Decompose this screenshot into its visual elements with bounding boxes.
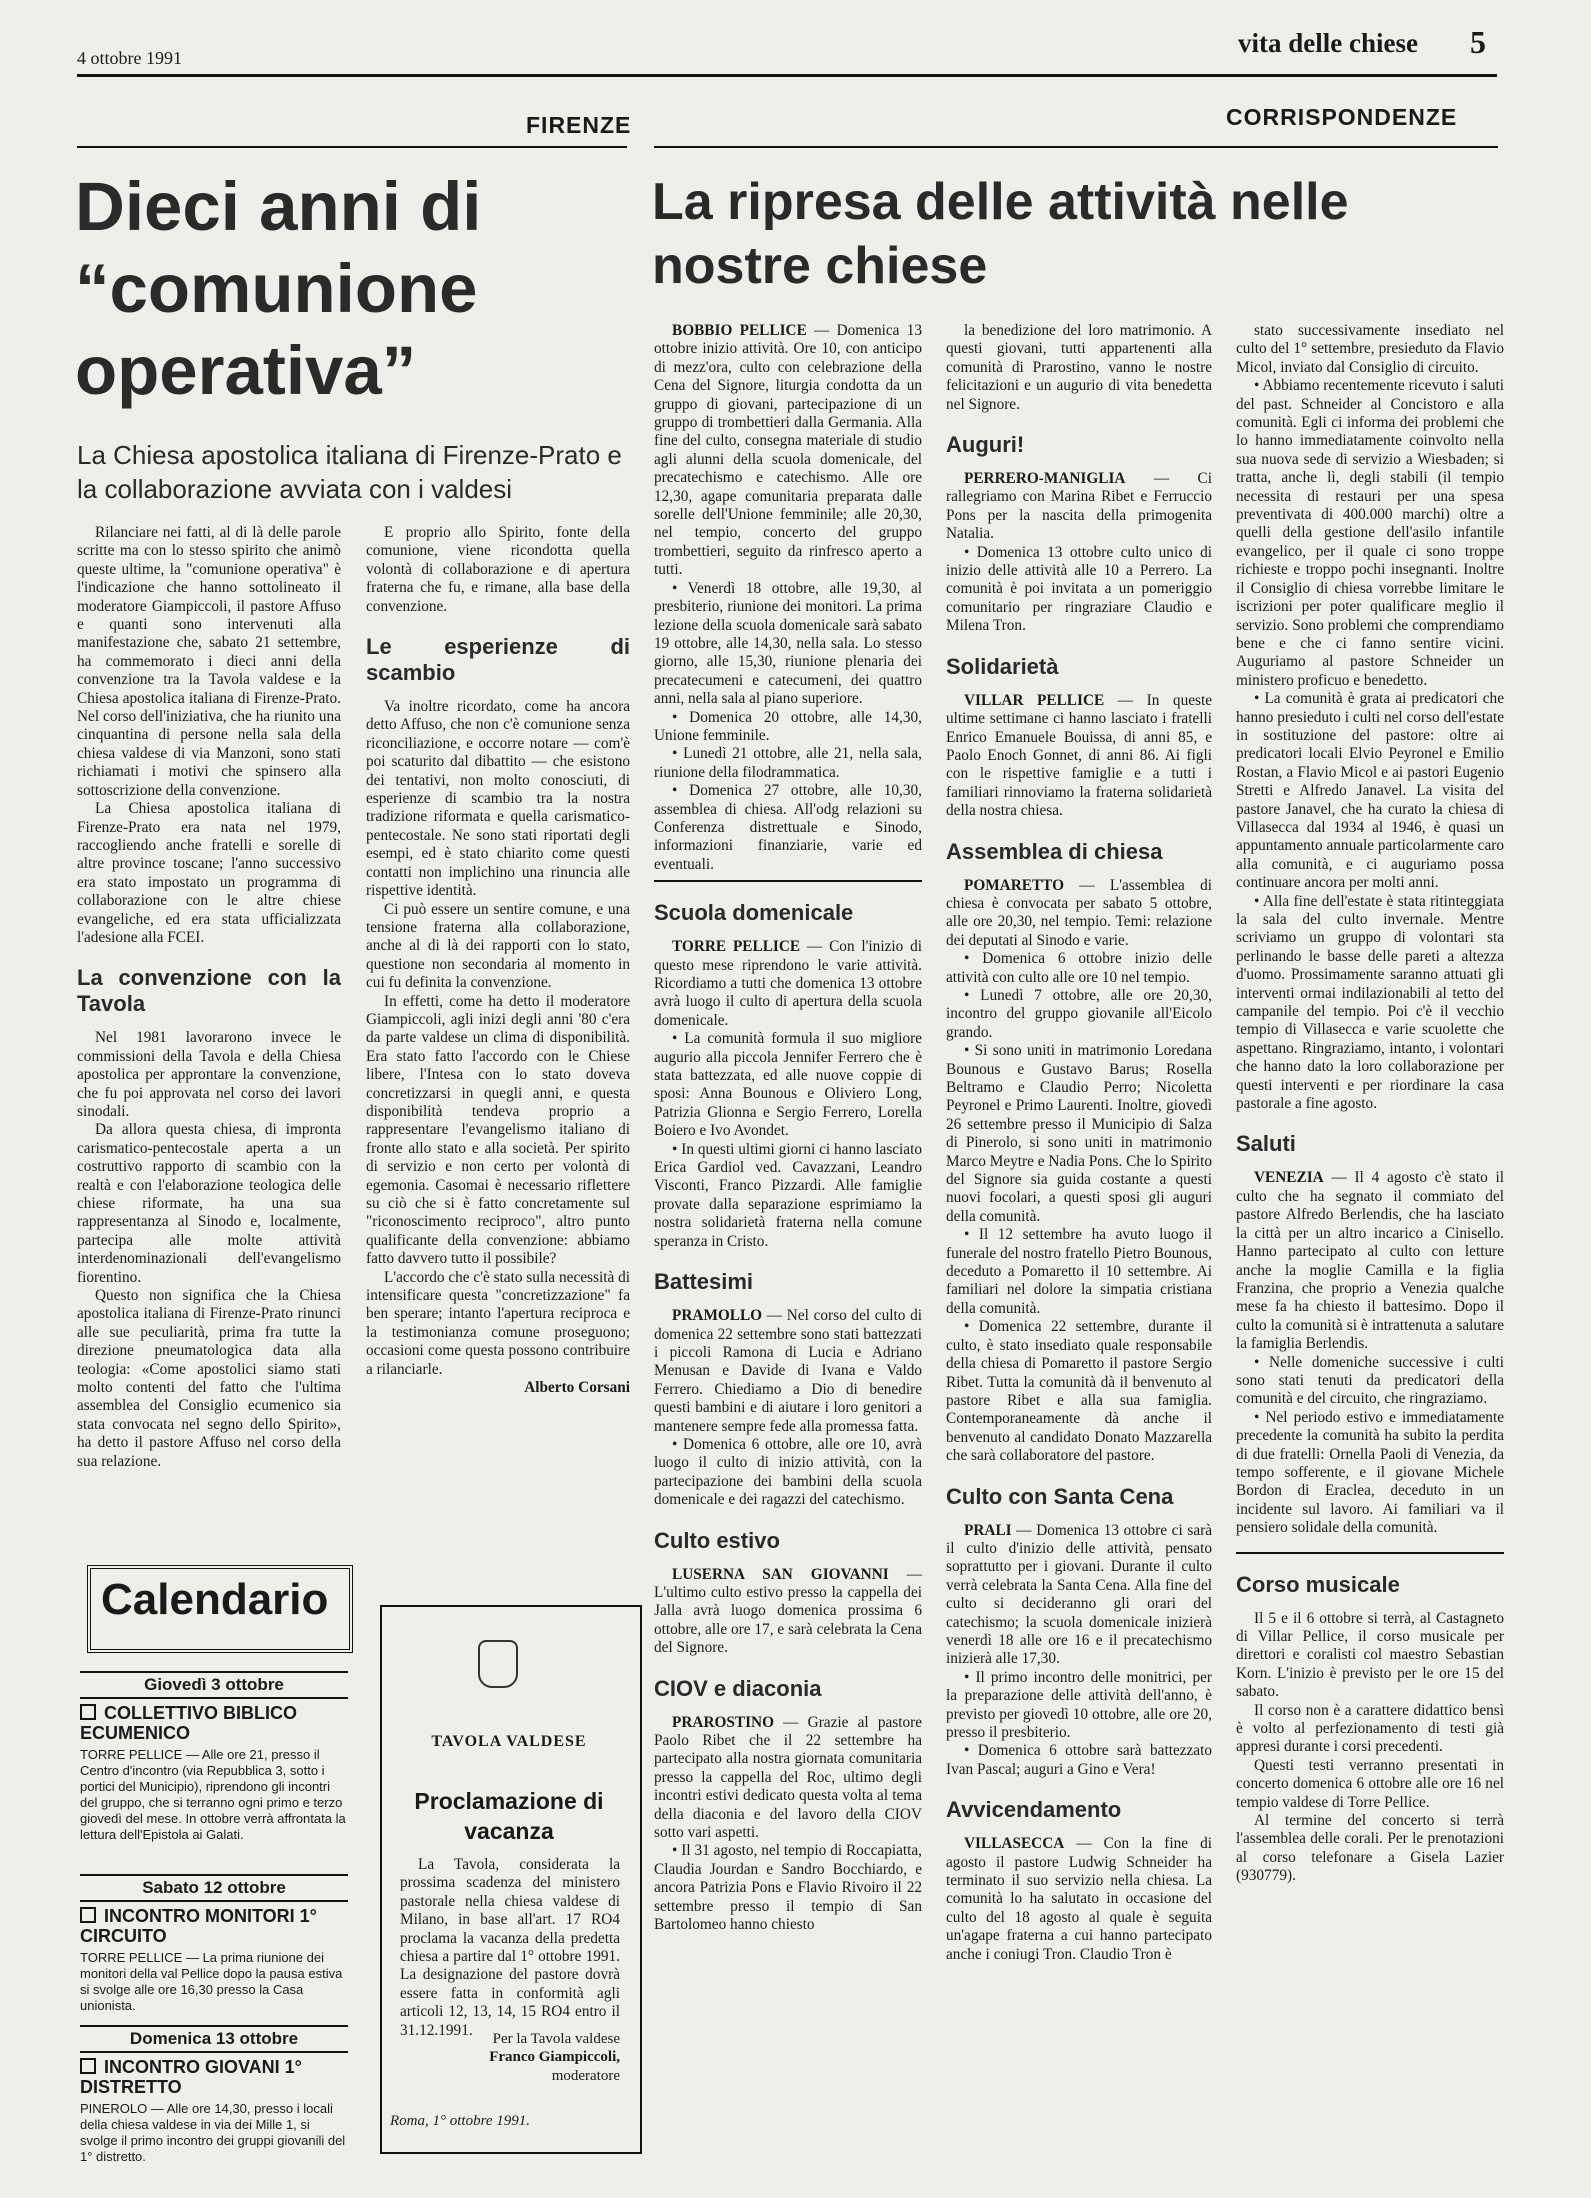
- paragraph: PRALI — Domenica 13 ottobre ci sarà il culto d'inizio delle attività, pensato soprattutto per i giovani. Durante il culto verrà celebrata la Santa Cena. Alla fine del culto si decideranno gli orari del catechismo; la scuola domenicale inizierà venerdì 18 alle ore 16 e il precatechismo inizierà alle 17,30.: [946, 1521, 1212, 1668]
- paragraph: Ci può essere un sentire comune, e una tensione fraterna alla collaborazione, anche al di là dei rapporti con lo stato, questione non secondaria al momento in cui fu definita la convenzione.: [366, 900, 630, 992]
- right-col2-auguri: [946, 470, 1212, 636]
- subheading-santa-cena: Culto con Santa Cena: [946, 1483, 1174, 1509]
- place-name: VENEZIA: [1254, 1169, 1324, 1187]
- paragraph: • Il primo incontro delle monitrici, per la preparazione delle attività dell'anno, è previsto per giovedì 10 ottobre, alle ore 20, presso il presbiterio.: [946, 1668, 1212, 1741]
- paragraph: • La comunità è grata ai predicatori che hanno presieduto i culti nel corso dell'estate in sostituzione del pastore: oltre ai predicatori locali Elvio Peyronel e Emilio Rostan, a Flavio Micol e ai pastori Eugenio Stretti e Alfredo Janavel. La visita del pastore Janavel, che ha curato la chiesa di Villasecca dal 1934 al 1946, è quasi un appuntamento annuale particolarmente caro alla comunità, e ci auguriamo possa continuare ancora per molti anni.: [1236, 690, 1504, 892]
- calendar-event: [80, 2057, 348, 2165]
- author-signature: Alberto Corsani: [524, 1379, 630, 1397]
- paragraph: • Domenica 27 ottobre, alle 10,30, assemblea di chiesa. All'odg relazioni su Conferenza distrettuale e Sinodo, informazioni finanziarie, varie ed eventuali.: [654, 782, 922, 873]
- notice-body: La Tavola, considerata la prossima scadenza del ministero pastorale nella chiesa valdese di Milano, in base all'art. 17 RO4 proclama la vacanza della predetta chiesa a partire dal 1° ottobre 1991. La designazione del pastore dovrà essere fatta in conformità agli articoli 12, 13, 14, 15 RO4 entro il 31.12.1991.: [400, 1856, 620, 2039]
- paragraph: • Nel periodo estivo e immediatamente precedente la comunità ha subito la perdita di due fratelli: Ornella Paoli di Venezia, da tempo sofferente, e il giovane Michele Bordon di Eraclea, deceduto in un incidente sul lavoro. Ai familiari va il pensiero solidale della comunità.: [1236, 1408, 1504, 1537]
- paragraph: LUSERNA SAN GIOVANNI — L'ultimo culto estivo presso la cappella dei Jalla avrà luogo domenica prossima 6 ottobre, alle ore 17, e sarà celebrata la Cena del Signore.: [654, 1565, 922, 1657]
- right-col1-ciov: [654, 1714, 922, 1935]
- page-section-title: vita delle chiese: [1238, 28, 1418, 58]
- paragraph: • Il 12 settembre ha avuto luogo il funerale del nostro fratello Pietro Bounous, deceduto a Pomaretto il 10 settembre. Ai familiari nel dolore la simpatia cristiana della comunità.: [946, 1226, 1212, 1317]
- calendar-event-title: INCONTRO MONITORI 1° CIRCUITO: [80, 1906, 317, 1946]
- place-name: POMARETTO: [964, 876, 1065, 894]
- left-col2a-paras: [366, 524, 630, 616]
- notice-org: TAVOLA VALDESE: [431, 1733, 587, 1750]
- notice-date: Roma, 1° ottobre 1991.: [390, 2113, 531, 2129]
- paragraph: • Si sono uniti in matrimonio Loredana Bounous e Gustavo Barus; Rosella Beltramo e Claudio Perro; Nicoletta Peyronel e Primo Laurenti. Inoltre, giovedì 26 settembre presso il Municipio di Salza di Pinerolo, si sono uniti in matrimonio Marco Meytre e Nadia Pons. Che lo Spirito del Signore sia guida costante a questi nuovi focolari, a questi sposi gli auguri della comunità.: [946, 1042, 1212, 1225]
- calendar-event-detail: PINEROLO — Alle ore 14,30, presso i locali della chiesa valdese in via dei Mille 1, si svolge il primo incontro dei gruppi giovanili del 1° distretto.: [80, 2101, 346, 2164]
- paragraph: In effetti, come ha detto il moderatore Giampiccoli, agli inizi degli anni '80 c'era da parte valdese un clima di disponibilità. Era stato fatto l'accordo con le Chiese libere, l'Intesa con lo stato doveva concretizzarsi in quegli anni, e questa disponibilità tendeva proprio a rappresentare l'evangelismo italiano di fronte allo stato e alla società. Per spirito di servizio e non certo per volontà di egemonia. Casomai è necessario riflettere su ciò che si è fatto concretamente sul "riconoscimento reciproco", altro punto qualificante della convenzione: abbiamo fatto davvero tutto il possibile?: [366, 992, 630, 1268]
- paragraph: VENEZIA — Il 4 agosto c'è stato il culto che ha segnato il commiato del pastore Alfredo Berlendis, che ha lasciato la città per un altro incarico a Cinisello. Hanno partecipato al culto con letture anche la moglie Camilla e la figlia Franzina, che proprio a Venezia qualche mese fa ha chiesto il battesimo. Dopo il culto la comunità si è intrattenuta a salutare la famiglia Berlendis.: [1236, 1169, 1504, 1353]
- paragraph: Il corso non è a carattere didattico bensì è volto al perfezionamento di testi già appresi durante i corsi precedenti.: [1236, 1701, 1504, 1756]
- notice-signature: [400, 2030, 620, 2085]
- left-col1b-paras: [77, 1029, 341, 1471]
- place-name: PRALI: [964, 1521, 1012, 1539]
- paragraph: stato successivamente insediato nel culto del 1° settembre, presieduto da Flavio Micol, inviato dal Consiglio di circuito.: [1236, 322, 1504, 376]
- checkbox-icon: [80, 1907, 96, 1923]
- paragraph: • La comunità formula il suo migliore augurio alla piccola Jennifer Ferrero che è stata battezzata, ed alle nuove coppie di sposi: Anna Bounous e Oliviero Long, Patrizia Glionna e Sergio Ferrero, Lorella Boiero e Ivo Avondet.: [654, 1030, 922, 1140]
- paragraph: TORRE PELLICE — Con l'inizio di questo mese riprendono le varie attività. Ricordiamo a tutti che domenica 13 ottobre avrà luogo il culto di apertura della scuola domenicale.: [654, 938, 922, 1029]
- section-label-corrispondenze: CORRISPONDENZE: [1226, 104, 1458, 130]
- calendar-title: Calendario: [101, 1575, 329, 1624]
- right-col2-solid: [946, 692, 1212, 821]
- paragraph: la benedizione del loro matrimonio. A questi giovani, tutti appartenenti alla comunità di Prarostino, vanno le nostre felicitazioni e un augurio di vita benedetta nel Signore.: [946, 322, 1212, 413]
- right-col1-entries: [654, 322, 922, 874]
- calendar-event-title: INCONTRO GIOVANI 1° DISTRETTO: [80, 2057, 302, 2097]
- section-label-firenze: FIRENZE: [526, 112, 632, 138]
- church-seal-icon: [478, 1640, 518, 1688]
- subheading-auguri: Auguri!: [946, 432, 1025, 458]
- paragraph: POMARETTO — L'assemblea di chiesa è convocata per sabato 5 ottobre, alle ore 20,30, nel tempio. Temi: relazione dei deputati al Sinodo e varie.: [946, 876, 1212, 949]
- calendar-event-detail: TORRE PELLICE — La prima riunione dei monitori della val Pellice dopo la pausa estiva si svolge alle ore 16,30 presso la Casa unionista.: [80, 1950, 343, 2013]
- paragraph: Da allora questa chiesa, di impronta carismatico-pentecostale aperta a un costruttivo rapporto di scambio con la realtà e con l'elaborazione teologica delle chiese riformate, ha una sua rappresentanza al Sinodo e, localmente, partecipa alle molte attività interdenominazionali dell'evangelismo fiorentino.: [77, 1121, 341, 1286]
- paragraph: Nel 1981 lavorarono invece le commissioni della Tavola e della Chiesa apostolica per approntare la convenzione, che fu poi approvata nel corso dei lavori sinodali.: [77, 1029, 341, 1120]
- paragraph: VILLASECCA — Con la fine di agosto il pastore Ludwig Schneider ha terminato il suo servizio nella chiesa. La comunità lo ha salutato in occasione del culto del 18 agosto al quale è seguita un'agape fraterna a cui hanno partecipato anche i coniugi Tron. Claudio Tron è: [946, 1835, 1212, 1963]
- notice-sign-name: Franco Giampiccoli,: [489, 2049, 620, 2066]
- calendar-day: Domenica 13 ottobre: [80, 2025, 348, 2053]
- subheading-scuola: Scuola domenicale: [654, 900, 854, 926]
- checkbox-icon: [80, 1704, 96, 1720]
- subheading-battesimi: Battesimi: [654, 1269, 754, 1295]
- notice-sign-role: moderatore: [551, 2067, 620, 2084]
- paragraph: • In questi ultimi giorni ci hanno lasciato Erica Gardiol ved. Cavazzani, Leandro Visconti, Franco Pizzardi. Alle famiglie provate dalla separazione esprimiamo la nostra solidarietà fraterna nella comune speranza in Cristo.: [654, 1140, 922, 1250]
- right-article-col2: [946, 322, 1212, 2182]
- section-rule-right: [654, 146, 1498, 148]
- issue-date: 4 ottobre 1991: [77, 48, 182, 68]
- calendar-event-title: COLLETTIVO BIBLICO ECUMENICO: [80, 1703, 297, 1743]
- paragraph: • Domenica 6 ottobre sarà battezzato Ivan Pascal; auguri a Gino e Vera!: [946, 1742, 1212, 1778]
- paragraph: • Domenica 13 ottobre culto unico di inizio delle attività alle 10 a Perrero. La comunità è poi invitata a un pomeriggio comunitario per ringraziare Claudio e Milena Tron.: [946, 543, 1212, 635]
- subheading-avvicendamento: Avvicendamento: [946, 1797, 1122, 1823]
- subheading-convenzione: La convenzione con la Tavola: [77, 965, 341, 1017]
- right-headline: La ripresa delle attività nelle nostre chiese: [652, 173, 1349, 295]
- paragraph: Questo non significa che la Chiesa apostolica italiana di Firenze-Prato rinunci alle sue peculiarità, prima fra tutte la direzione pneumatologica data alla teologia: «Come apostolici siamo stati molto contenti del fatto che l'ultima assemblea del Consiglio ecumenico sia stata convocata nel segno dello Spirito», ha detto il pastore Affuso nel corso della sua relazione.: [77, 1287, 341, 1470]
- paragraph: PRAROSTINO — Grazie al pastore Paolo Ribet che il 22 settembre ha partecipato alla nostra giornata comunitaria presso la cappella del Roc, ultimo degli incontri estivi dedicato questa volta al tema della diaconia e del lavoro della CIOV sotto vari aspetti.: [654, 1713, 922, 1842]
- calendar-event: [80, 1703, 348, 1843]
- right-col1-scuola: [654, 938, 922, 1251]
- calendar-day: Giovedì 3 ottobre: [80, 1671, 348, 1699]
- paragraph: • Domenica 20 ottobre, alle 14,30, Unione femminile.: [654, 708, 922, 744]
- left-article-col2: [366, 524, 630, 1534]
- left-article-col1: [77, 524, 341, 1524]
- place-name: BOBBIO PELLICE: [672, 322, 807, 339]
- paragraph: Al termine del concerto si terrà l'assemblea delle corali. Per le prenotazioni al corso telefonare a Gisela Lazier (930779).: [1236, 1812, 1504, 1885]
- subheading-saluti: Saluti: [1236, 1131, 1296, 1157]
- paragraph: Questi testi verranno presentati in concerto domenica 6 ottobre alle ore 16 nel tempio valdese di Torre Pellice.: [1236, 1756, 1504, 1811]
- subheading-culto-estivo: Culto estivo: [654, 1527, 780, 1553]
- subheading-esperienze: Le esperienze di scambio: [366, 634, 630, 686]
- paragraph: • Domenica 22 settembre, durante il culto, è stato insediato quale responsabile della chiesa di Pomaretto il pastore Sergio Ribet. Tutta la comunità dà il benvenuto al pastore Ribet e alla sua famiglia. Contemporaneamente dà anche il benvenuto al candidato Donato Mazzarella che sarà collaboratore del pastore.: [946, 1318, 1212, 1465]
- place-name: TORRE PELLICE: [672, 938, 801, 956]
- paragraph: La Chiesa apostolica italiana di Firenze-Prato era nata nel 1979, raccogliendo anche fratelli e sorelle di altre province toscane; l'anno successivo era stato impostato un programma di collaborazione con le altre chiese evangeliche, ed era stata ufficializzata l'adesione alla FCEI.: [77, 800, 341, 946]
- paragraph: • Lunedì 7 ottobre, alle ore 20,30, incontro del gruppo giovanile all'Eicolo grando.: [946, 986, 1212, 1041]
- right-col3-corso: [1236, 1610, 1504, 1886]
- subheading-assemblea: Assemblea di chiesa: [946, 838, 1163, 864]
- subheading-ciov: CIOV e diaconia: [654, 1675, 822, 1701]
- paragraph: • Il 31 agosto, nel tempio di Roccapiatta, Claudia Jourdan e Sandro Bocchiardo, e ancora Patrizia Pons e Flavio Rivoiro il 22 settembre presso il tempio di San Bartolomeo hanno chiesto: [654, 1842, 922, 1934]
- paragraph: Rilanciare nei fatti, al di là delle parole scritte ma con lo stesso spirito che animò queste ultime, la "comunione operativa" è l'indicazione che hanno sottolineato il moderatore Giampiccoli, il pastore Affuso e quanti sono intervenuti alla manifestazione che, sabato 21 settembre, ha commemorato i dieci anni della convenzione tra la Tavola valdese e la Chiesa apostolica italiana di Firenze-Prato. Nel corso dell'iniziativa, che ha riunito una cinquantina di persone nella sala della chiesa valdese di via Manzoni, sono stati richiamati i motivi che spinsero alla sottoscrizione della convenzione.: [77, 524, 341, 799]
- divider: [654, 880, 922, 882]
- right-col2-entries: [946, 322, 1212, 414]
- left-col1-paras: [77, 524, 341, 947]
- right-article-col3: [1236, 322, 1504, 2182]
- notice-title: Proclamazione di vacanza: [414, 1788, 604, 1844]
- place-name: PRAROSTINO: [672, 1713, 774, 1731]
- right-col2-prali: [946, 1522, 1212, 1780]
- left-col2b-paras: [366, 698, 630, 1379]
- paragraph: PERRERO-MANIGLIA — Ci rallegriamo con Marina Ribet e Ferruccio Pons per la nascita della primogenita Natalia.: [946, 470, 1212, 543]
- paragraph: • Domenica 6 ottobre inizio delle attività con culto alle ore 10 nel tempio.: [946, 950, 1212, 986]
- notice-sign-line: Per la Tavola valdese: [492, 2031, 620, 2047]
- header-rule: [77, 74, 1497, 77]
- section-rule-left: [77, 146, 627, 148]
- place-name: VILLASECCA: [964, 1835, 1065, 1853]
- place-name: PRAMOLLO: [672, 1307, 763, 1325]
- right-col1-battesimi: [654, 1307, 922, 1509]
- place-name: LUSERNA SAN GIOVANNI: [672, 1565, 889, 1583]
- left-headline: Dieci anni di “comunione operativa”: [75, 168, 482, 409]
- paragraph: • Alla fine dell'estate è stata ritinteggiata la sala del culto invernale. Mentre scriviamo un gruppo di volontari sta perlinando le basse delle pareti a altezza d'uomo. Prossimamente saranno attuati gli interventi ormai indilazionabili al tetto del campanile del tempio. Poi c'è il vecchio tempio di Villasecca e varie scuolette che aspettano. Ringraziamo, intanto, i volontari che hanno dato la loro collaborazione per questi interventi e per riordinare la casa pastorale a fine agosto.: [1236, 892, 1504, 1113]
- paragraph: • Nelle domeniche successive i culti sono stati tenuti da predicatori della comunità e del circuito, che ringraziamo.: [1236, 1353, 1504, 1408]
- calendar-event-detail: TORRE PELLICE — Alle ore 21, presso il Centro d'incontro (via Repubblica 3, sotto i portici del Municipio), riprendono gli incontri del gruppo, che si terranno ogni primo e terzo giovedì del mese. In ottobre verrà affrontata la lettura dell'Epistola ai Galati.: [80, 1747, 346, 1842]
- divider: [1236, 1552, 1504, 1554]
- right-col2-assem: [946, 877, 1212, 1466]
- paragraph: Va inoltre ricordato, come ha ancora detto Affuso, che non c'è comunione senza riconciliazione, e occorre notare — com'è poi scaturito dal dibattito — che esistono dei tentativi, non molto conosciuti, di esperienze di scambio tra la nostra tradizione riformata e quella carismatico-pentecostale. Ne sono stati riportati degli esempi, ed è stato chiarito come questi contatti non implichino una rinuncia alle rispettive identità.: [366, 698, 630, 900]
- right-col3-entries: [1236, 322, 1504, 1113]
- right-col3-saluti: [1236, 1169, 1504, 1537]
- paragraph: • Abbiamo recentemente ricevuto i saluti del past. Schneider al Concistoro e alla comunità. Egli ci informa dei problemi che lo hanno immediatamente coinvolto nella sua nuova sede di servizio a Wiesbaden; si tratta, anche lì, degli stabili (il tempio necessita di restauri per una spesa preventivata di 400.000 marchi) oltre a quelli della gestione dell'asilo infantile evangelico, per il quale ci sono troppe richieste e troppo pochi insegnanti. Inoltre il Consiglio di chiesa vorrebbe limitare le iscrizioni per poter qualificare meglio il servizio. Sono problemi che comprendiamo bene e che ci fanno sentire vicini. Auguriamo al pastore Schneider un ministero proficuo e benedetto.: [1236, 377, 1504, 689]
- checkbox-icon: [80, 2058, 96, 2074]
- calendar-day: Sabato 12 ottobre: [80, 1874, 348, 1902]
- calendar-event: [80, 1906, 348, 2014]
- paragraph: E proprio allo Spirito, fonte della comunione, viene ricondotta quella volontà di collaborazione e di apertura fraterna che fu, e rimane, alla base della convenzione.: [366, 524, 630, 615]
- paragraph: L'accordo che c'è stato sulla necessità di intensificare questa "concretizzazione" fa ben sperare; intanto l'apertura reciproca e la testimonianza comune proseguono; occasioni come questa possono contribuire a rilanciarle.: [366, 1268, 630, 1378]
- place-name: VILLAR PELLICE: [964, 691, 1105, 709]
- paragraph: • Venerdì 18 ottobre, alle 19,30, al presbiterio, riunione dei monitori. La prima lezione della scuola domenicale sarà sabato 19 ottobre, alle 14,30, nella sala. Lo stesso giorno, alle 15,30, riunione plenaria dei precatecumeni e catecumeni, dei quattro anni, nella sala al piano superiore.: [654, 579, 922, 708]
- page-number: 5: [1470, 24, 1486, 60]
- paragraph: PRAMOLLO — Nel corso del culto di domenica 22 settembre sono stati battezzati i piccoli Ramona di Lucia e Adriano Menusan e Davide di Ivana e Valdo Ferrero. Chiediamo a Dio di benedire questi bambini e di aiutare i loro genitori a mantenere sempre fede alla promessa fatta.: [654, 1307, 922, 1435]
- paragraph: • Domenica 6 ottobre, alle ore 10, avrà luogo il culto di inizio attività, con la partecipazione dei bambini della scuola domenicale e dei ragazzi del catechismo.: [654, 1435, 922, 1509]
- place-name: PERRERO-MANIGLIA: [964, 470, 1126, 488]
- left-deck: La Chiesa apostolica italiana di Firenze-Prato e la collaborazione avviata con i valdesi: [77, 440, 622, 504]
- subheading-solidarieta: Solidarietà: [946, 653, 1059, 679]
- paragraph: VILLAR PELLICE — In queste ultime settimane ci hanno lasciato i fratelli Enrico Emanuele Bouissa, di anni 85, e Paolo Enoch Gonnet, di anni 86. Ai figli con le rispettive famiglie e a tutti i familiari rinnoviamo la fraterna solidarietà della nostra chiesa.: [946, 691, 1212, 820]
- paragraph: BOBBIO PELLICE — Domenica 13 ottobre inizio attività. Ore 10, con anticipo di mezz'ora, culto con celebrazione della Cena del Signore, liturgia condotta da un gruppo di giovani, partecipazione di un gruppo di trombettieri dalla Germania. Alla fine del culto, consegna materiale di studio agli alunni della scuola domenicale, del precatechismo e catechismo. Alle ore 12,30, agape comunitaria preparata dalle sorelle dell'Unione femminile; alle 20,30, nel tempio, concerto del gruppo trombettieri, seguito da rinfresco aperto a tutti.: [654, 322, 922, 579]
- paragraph: • Lunedì 21 ottobre, alle 21, nella sala, riunione della filodrammatica.: [654, 745, 922, 781]
- subheading-corso: Corso musicale: [1236, 1571, 1400, 1597]
- paragraph: Il 5 e il 6 ottobre si terrà, al Castagneto di Villar Pellice, il corso musicale per direttori e coralisti col maestro Sebastian Korn. L'inizio è previsto per le ore 15 del sabato.: [1236, 1609, 1504, 1701]
- right-col1-culto: [654, 1566, 922, 1658]
- right-article-col1: [654, 322, 922, 2182]
- right-col2-avvic: [946, 1835, 1212, 1964]
